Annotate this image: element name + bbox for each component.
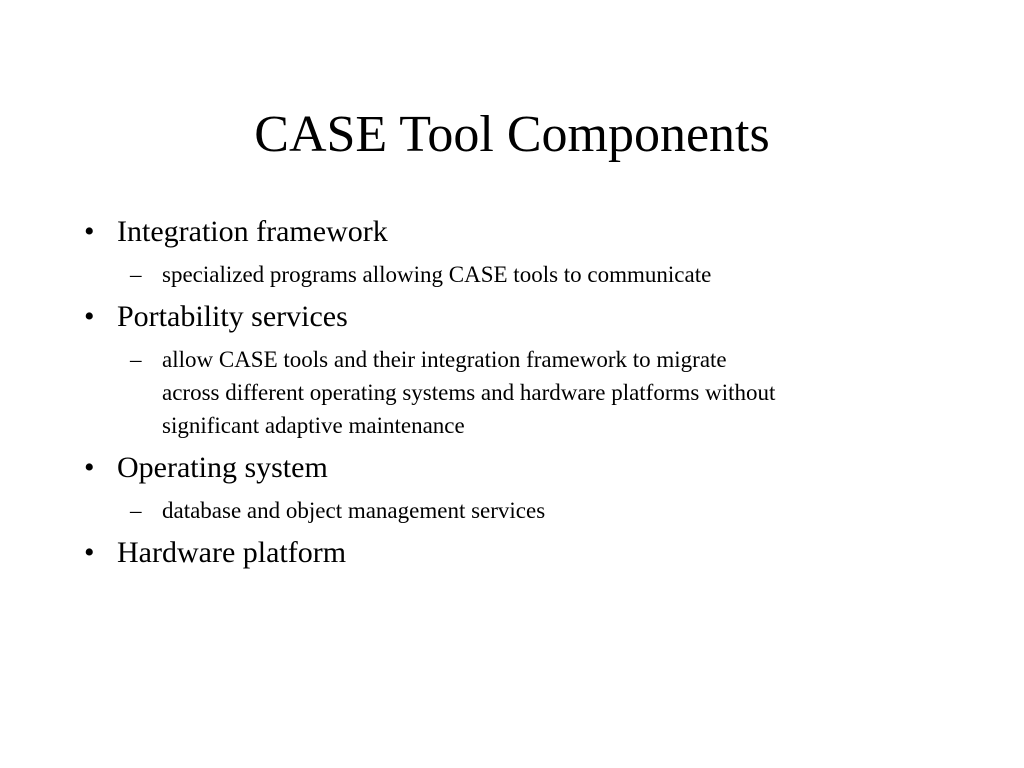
- sub-bullet-item: [78, 343, 958, 442]
- bullet-icon: •: [84, 215, 95, 248]
- sub-bullet-text: specialized programs allowing CASE tools to communicate: [162, 262, 712, 287]
- bullet-item-hardware-platform: [78, 534, 958, 572]
- sub-bullet-line: significant adaptive maintenance: [162, 413, 465, 438]
- dash-icon: –: [130, 498, 142, 523]
- bullet-icon: •: [84, 300, 95, 333]
- slide-title: CASE Tool Components: [254, 106, 770, 163]
- sub-bullet-line: allow CASE tools and their integration framework to migrate: [162, 347, 727, 372]
- sub-bullet-text: database and object management services: [162, 498, 546, 523]
- bullet-label: Operating system: [117, 451, 328, 484]
- bullet-item-portability-services: [78, 298, 958, 336]
- bullet-label: Integration framework: [117, 215, 388, 248]
- bullet-item-integration-framework: [78, 213, 958, 251]
- bullet-icon: •: [84, 451, 95, 484]
- sub-bullet-item: [78, 494, 958, 527]
- bullet-icon: •: [84, 536, 95, 569]
- sub-bullet-line: across different operating systems and hardware platforms without: [162, 380, 776, 405]
- dash-icon: –: [130, 262, 142, 287]
- sub-bullet-text: [162, 343, 942, 442]
- bullet-item-operating-system: [78, 449, 958, 487]
- bullet-label: Hardware platform: [117, 536, 347, 569]
- slide-body: [78, 213, 958, 572]
- dash-icon: –: [130, 347, 142, 372]
- sub-bullet-item: [78, 258, 958, 291]
- bullet-label: Portability services: [117, 300, 348, 333]
